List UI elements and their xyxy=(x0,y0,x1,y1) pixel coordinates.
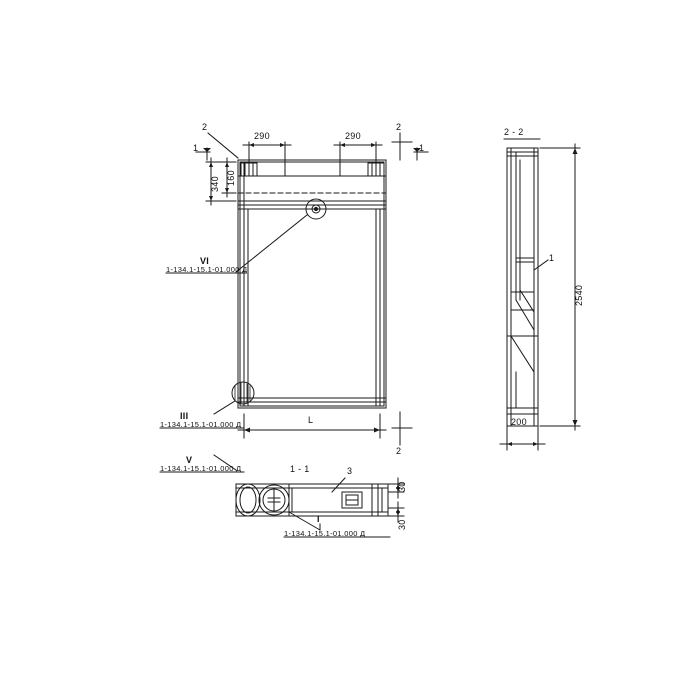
detail-mark-iii: III xyxy=(180,411,189,421)
dim-290-right xyxy=(334,142,382,162)
callout-underlines xyxy=(160,139,540,537)
section-mark-2-top-left xyxy=(208,133,238,158)
dim-290-left xyxy=(243,142,291,162)
callout-vi-line1: 1-134.1-15.1-01.000 Д xyxy=(166,265,248,274)
top-opening-right xyxy=(340,163,368,176)
section-2-2-geometry xyxy=(507,148,538,426)
detail-mark-i: I xyxy=(317,514,320,524)
part-mark-3: 3 xyxy=(347,466,353,476)
top-embedded-plate-left xyxy=(241,163,257,176)
top-embedded-plate-right xyxy=(368,163,384,176)
section-mark-1-left-text: 1 xyxy=(193,143,199,153)
leader-part-3 xyxy=(332,478,345,492)
section-mark-2-top-left-text: 2 xyxy=(202,122,208,132)
detail-circle-vi xyxy=(236,199,326,272)
top-opening-left xyxy=(257,163,285,176)
detail-mark-v: V xyxy=(186,455,193,465)
section-mark-2-bottom-right xyxy=(392,412,412,445)
dim-290-right-text: 290 xyxy=(345,131,361,141)
section-1-1-geometry xyxy=(236,484,388,516)
dim-200 xyxy=(500,426,545,450)
front-top-band xyxy=(238,176,386,209)
leader-detail-i xyxy=(289,512,320,530)
section-2-2-label: 2 - 2 xyxy=(504,127,524,137)
section-mark-1-right-text: 1 xyxy=(419,143,425,153)
dim-200-text: 200 xyxy=(511,417,527,427)
front-bottom-band xyxy=(238,398,386,402)
callout-i-text: 1-134.1-15.1-01.000 Д xyxy=(284,529,366,538)
dim-160-text: 160 xyxy=(226,170,236,186)
dim-30-bottom-text: 30 xyxy=(397,519,407,530)
detail-mark-vi: VI xyxy=(200,256,210,266)
dim-290-left-text: 290 xyxy=(254,131,270,141)
dim-L-text: L xyxy=(308,415,314,425)
front-panel-outline xyxy=(238,160,386,408)
section-1-1-label: 1 - 1 xyxy=(290,464,310,474)
front-inner-edges xyxy=(244,162,380,406)
dim-2540-text: 2540 xyxy=(574,284,584,306)
part-mark-1: 1 xyxy=(549,253,555,263)
dim-340-text: 340 xyxy=(210,176,220,192)
section-mark-2-top-right-text: 2 xyxy=(396,122,402,132)
dim-30-top-text: 30 xyxy=(397,481,407,492)
callout-v-line1: 1-134.1-15.1-01.000 Д xyxy=(160,464,242,473)
leader-part-1 xyxy=(534,260,548,270)
section-mark-2-bottom-text: 2 xyxy=(396,446,402,456)
section-mark-2-top-right xyxy=(392,133,412,160)
callout-iii-line1: 1-134.1-15.1-01.000 Д xyxy=(160,420,242,429)
